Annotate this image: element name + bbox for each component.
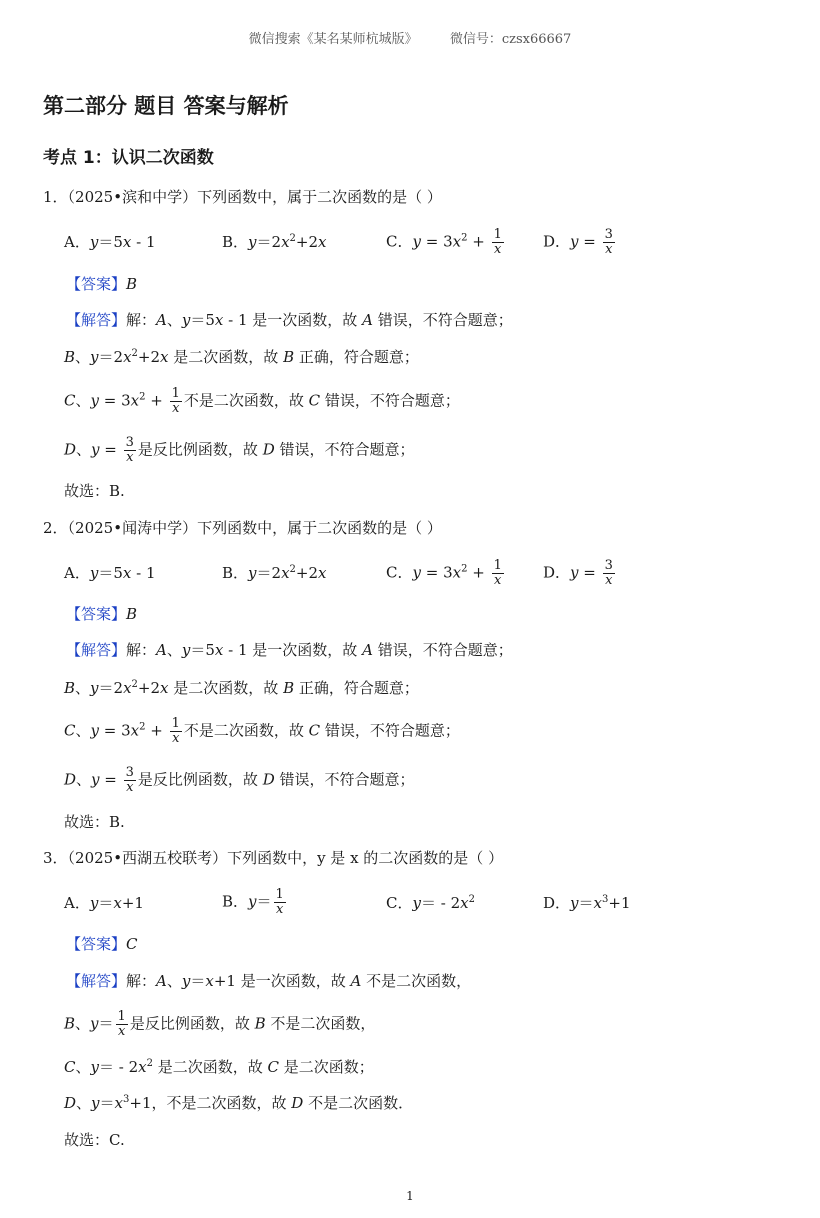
q1-analysis-line-3: C、$y = 3x^2$ + $\frac{1}{x}$ 不是二次函数，故 C 错误，不符合题意；: [64, 386, 460, 416]
q2-option-d: D．y = $\frac{3}{x}$: [543, 558, 613, 588]
page-number: 1: [406, 1189, 414, 1203]
q2-answer: 【答案】B: [66, 605, 138, 623]
q1-option-a: A．y＝5x - 1: [64, 233, 156, 251]
q2-analysis-line-3: C、$y = 3x^2$ + $\frac{1}{x}$ 不是二次函数，故 C 错误，不符合题意；: [64, 716, 460, 746]
q3-analysis-line-4: D、$y=x^3+1$，不是二次函数，故 D 不是二次函数．: [64, 1094, 414, 1112]
q3-analysis-line-3: C、$y= - 2x^2$ 是二次函数，故 C 是二次函数；: [64, 1058, 374, 1076]
q3-answer: 【答案】C: [66, 935, 138, 953]
question-1-stem: 1．（2025•滨和中学）下列函数中，属于二次函数的是（ ）: [43, 188, 442, 206]
q3-option-d: D．$y=x^3+1$: [543, 894, 631, 912]
q3-option-c: C．$y= - 2x^2$: [386, 894, 475, 912]
q1-analysis-line-4: D、y = $\frac{3}{x}$ 是反比例函数，故 D 错误，不符合题意；: [64, 435, 415, 465]
q3-conclusion: 故选：C.: [64, 1131, 125, 1149]
part-title: 第二部分 题目 答案与解析: [43, 94, 289, 118]
q1-analysis-line-2: B、$y=2x^2+2x$ 是二次函数，故 B 正确，符合题意；: [64, 348, 419, 366]
q3-option-a: A．y＝x+1: [64, 894, 144, 912]
q3-analysis-line-2: B、y＝ $\frac{1}{x}$ 是反比例函数，故 B 不是二次函数，: [64, 1009, 376, 1039]
question-2-stem: 2．（2025•闻涛中学）下列函数中，属于二次函数的是（ ）: [43, 519, 442, 537]
page-header: [0, 33, 820, 46]
section-title: 考点 1：认识二次函数: [43, 148, 214, 168]
q2-conclusion: 故选：B.: [64, 813, 125, 831]
q2-option-b: B．$y=2x^2+2x$: [222, 564, 327, 582]
q1-analysis-line-1: 【解答】解：A、y＝5x - 1 是一次函数，故 A 错误，不符合题意；: [66, 311, 513, 329]
q1-conclusion: 故选：B.: [64, 482, 125, 500]
q2-analysis-line-2: B、$y=2x^2+2x$ 是二次函数，故 B 正确，符合题意；: [64, 679, 419, 697]
q2-option-c: C．$y = 3x^2$ + $\frac{1}{x}$: [386, 558, 502, 588]
q1-option-d: D．y = $\frac{3}{x}$: [543, 227, 613, 257]
q1-answer: 【答案】B: [66, 275, 138, 293]
q2-option-a: A．y＝5x - 1: [64, 564, 156, 582]
q2-analysis-line-1: 【解答】解：A、y＝5x - 1 是一次函数，故 A 错误，不符合题意；: [66, 641, 513, 659]
q3-analysis-line-1: 【解答】解：A、y＝x+1 是一次函数，故 A 不是二次函数，: [66, 972, 472, 990]
q1-option-c: C．$y = 3x^2$ + $\frac{1}{x}$: [386, 227, 502, 257]
question-3-stem: 3．（2025•西湖五校联考）下列函数中，y 是 x 的二次函数的是（ ）: [43, 849, 504, 867]
q1-option-b: B．$y=2x^2+2x$: [222, 233, 327, 251]
header-left: 微信搜索《某名某师杭城版》: [248, 32, 418, 47]
header-right: 微信号：czsx66667: [449, 32, 572, 47]
q3-option-b: B．y＝ $\frac{1}{x}$: [222, 887, 284, 917]
q2-analysis-line-4: D、y = $\frac{3}{x}$ 是反比例函数，故 D 错误，不符合题意；: [64, 765, 415, 795]
